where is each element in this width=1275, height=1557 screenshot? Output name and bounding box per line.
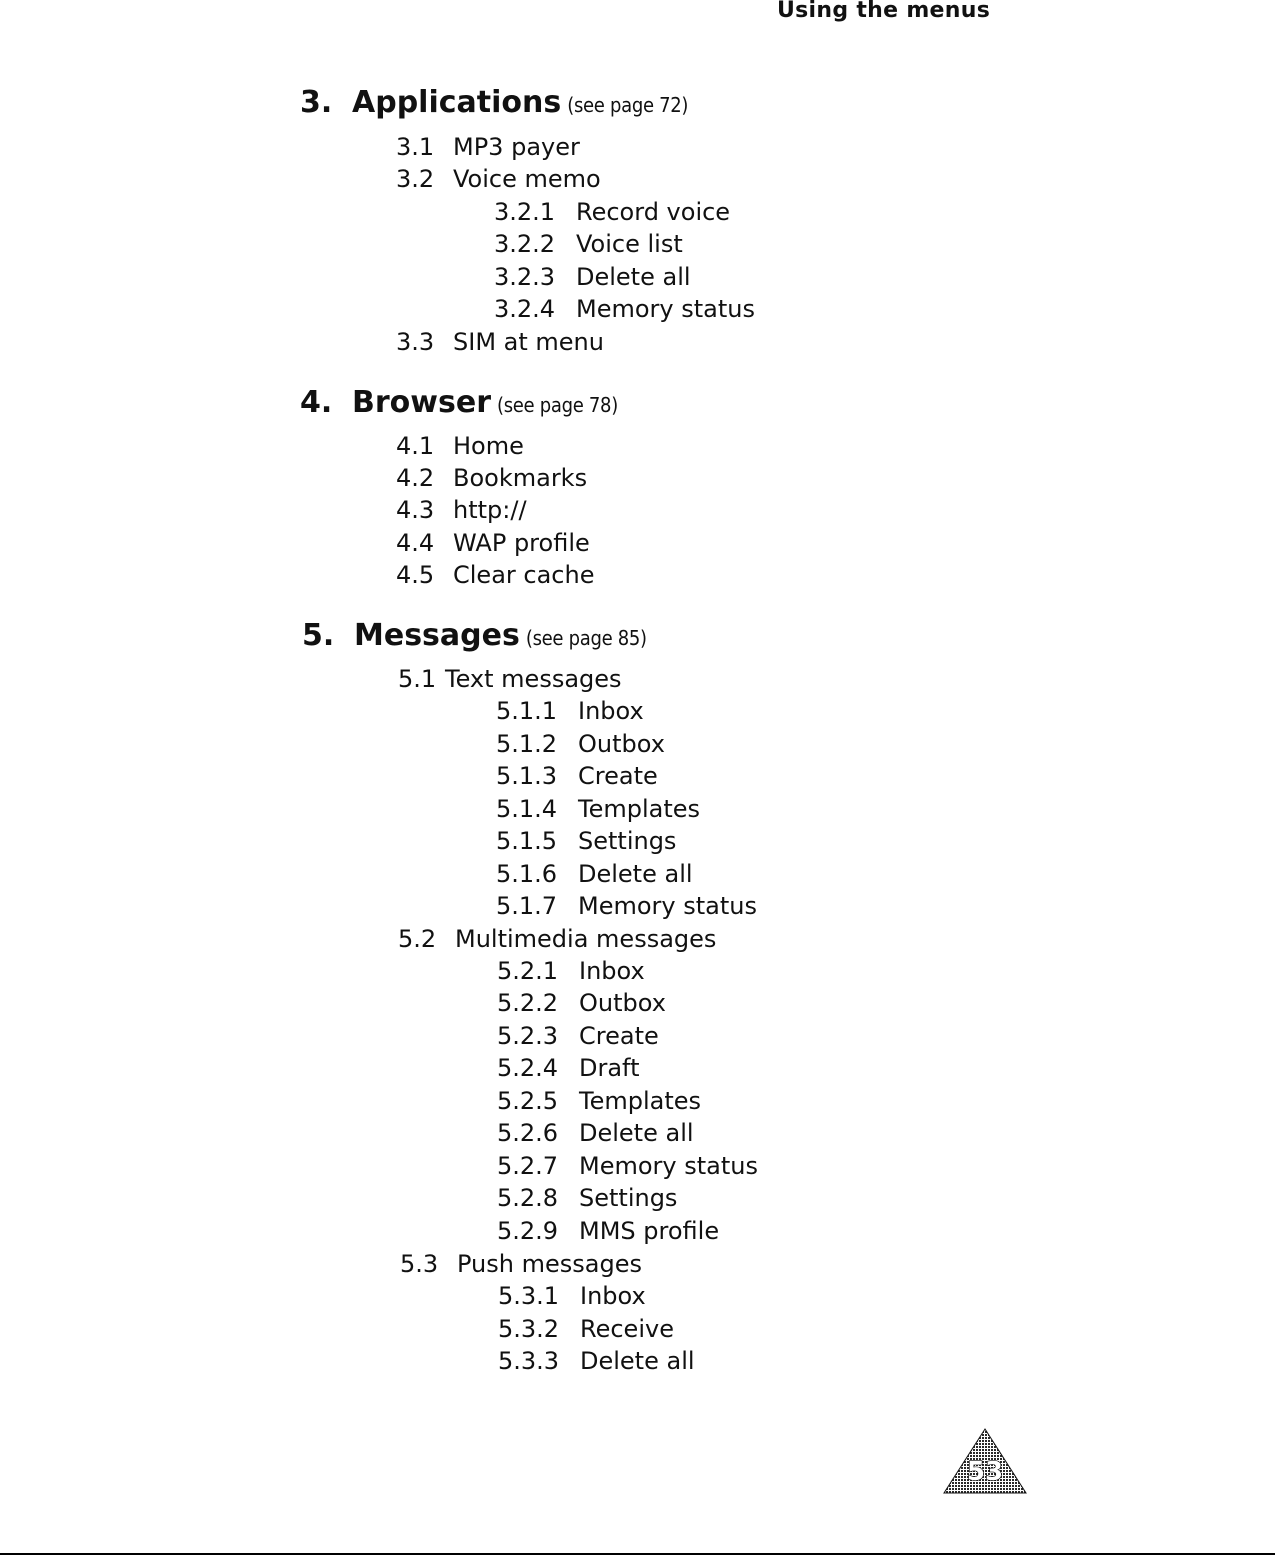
item-label: MP3 payer	[453, 133, 580, 161]
item-label: Push messages	[457, 1250, 642, 1278]
menu-item	[498, 1349, 695, 1373]
menu-item	[396, 498, 527, 522]
item-number: 5.1.2	[496, 730, 558, 758]
item-label: Clear cache	[453, 561, 595, 589]
menu-item	[396, 531, 590, 555]
section-heading-browser	[300, 385, 618, 420]
item-label: Inbox	[579, 957, 645, 985]
item-number: 5.1.6	[496, 860, 558, 888]
running-header: Using the menus	[777, 0, 991, 23]
bottom-rule	[0, 1553, 1275, 1555]
item-number: 5.1.3	[496, 762, 558, 790]
item-number: 5.2.7	[497, 1152, 559, 1180]
menu-item	[398, 927, 716, 951]
item-label: Text messages	[445, 665, 622, 693]
item-label: Settings	[578, 827, 677, 855]
menu-item	[396, 434, 524, 458]
item-label: Outbox	[579, 989, 666, 1017]
item-number: 5.2.1	[497, 957, 559, 985]
section-number: 4.	[300, 385, 333, 420]
page-reference: (see page 72)	[567, 93, 689, 117]
menu-item	[497, 1024, 659, 1048]
menu-item	[494, 265, 691, 289]
menu-item	[496, 764, 658, 788]
menu-item	[494, 297, 755, 321]
item-number: 3.2.1	[494, 198, 556, 226]
item-number: 5.2.3	[497, 1022, 559, 1050]
menu-item	[494, 200, 730, 224]
item-number: 4.3	[396, 496, 435, 524]
menu-item	[496, 732, 665, 756]
page-number-badge	[943, 1428, 1027, 1494]
menu-item	[497, 1186, 677, 1210]
page-reference: (see page 85)	[525, 626, 647, 650]
item-label: Settings	[579, 1184, 678, 1212]
item-number: 5.1	[398, 665, 437, 693]
menu-item	[496, 894, 757, 918]
item-label: Receive	[580, 1315, 674, 1343]
item-label: Multimedia messages	[455, 925, 717, 953]
item-number: 3.2.3	[494, 263, 556, 291]
menu-item	[396, 330, 604, 354]
menu-item	[396, 167, 601, 191]
item-label: MMS profile	[579, 1217, 720, 1245]
menu-item	[496, 699, 644, 723]
item-label: http://	[453, 496, 527, 524]
menu-item	[496, 862, 693, 886]
menu-item	[497, 1121, 694, 1145]
item-number: 4.5	[396, 561, 435, 589]
item-label: Memory status	[576, 295, 755, 323]
item-number: 5.2.5	[497, 1087, 559, 1115]
page-number: 53	[966, 1457, 1004, 1487]
item-number: 5.3.2	[498, 1315, 560, 1343]
menu-item	[400, 1252, 642, 1276]
item-number: 5.2.2	[497, 989, 559, 1017]
item-label: Inbox	[580, 1282, 646, 1310]
item-number: 5.1.5	[496, 827, 558, 855]
section-title: Browser	[352, 385, 491, 420]
item-label: SIM at menu	[453, 328, 604, 356]
item-label: Templates	[578, 795, 701, 823]
item-number: 5.1.1	[496, 697, 558, 725]
item-label: Inbox	[578, 697, 644, 725]
item-label: Outbox	[578, 730, 665, 758]
page-reference: (see page 78)	[496, 393, 618, 417]
item-label: Voice memo	[453, 165, 601, 193]
item-label: WAP profile	[453, 529, 590, 557]
menu-item	[494, 232, 683, 256]
menu-item	[497, 1219, 719, 1243]
item-label: Delete all	[576, 263, 691, 291]
item-number: 5.3.1	[498, 1282, 560, 1310]
menu-item	[396, 135, 580, 159]
item-label: Draft	[579, 1054, 640, 1082]
item-number: 5.1.4	[496, 795, 558, 823]
item-number: 3.3	[396, 328, 435, 356]
item-label: Delete all	[578, 860, 693, 888]
section-title: Messages	[354, 618, 520, 653]
section-number: 5.	[302, 618, 335, 653]
item-number: 5.3	[400, 1250, 439, 1278]
section-heading-messages	[302, 618, 647, 653]
item-label: Bookmarks	[453, 464, 588, 492]
item-number: 3.2.4	[494, 295, 556, 323]
menu-item	[497, 1154, 758, 1178]
item-label: Delete all	[579, 1119, 694, 1147]
item-number: 5.2.8	[497, 1184, 559, 1212]
menu-item	[398, 667, 622, 691]
item-label: Home	[453, 432, 524, 460]
menu-item	[497, 1056, 640, 1080]
menu-item	[396, 563, 594, 587]
menu-item	[396, 466, 587, 490]
section-heading-applications	[300, 85, 689, 120]
item-number: 5.2.4	[497, 1054, 559, 1082]
menu-item	[497, 991, 666, 1015]
item-number: 5.2.9	[497, 1217, 559, 1245]
item-label: Create	[578, 762, 658, 790]
menu-item	[496, 797, 700, 821]
menu-item	[497, 959, 645, 983]
menu-item	[496, 829, 676, 853]
item-label: Record voice	[576, 198, 731, 226]
item-label: Memory status	[578, 892, 757, 920]
item-label: Voice list	[576, 230, 683, 258]
item-label: Templates	[579, 1087, 702, 1115]
menu-item	[498, 1284, 646, 1308]
item-number: 3.2	[396, 165, 435, 193]
item-number: 3.2.2	[494, 230, 556, 258]
section-number: 3.	[300, 85, 333, 120]
item-number: 5.1.7	[496, 892, 558, 920]
item-number: 4.1	[396, 432, 435, 460]
item-number: 4.2	[396, 464, 435, 492]
item-number: 4.4	[396, 529, 435, 557]
menu-item	[498, 1317, 674, 1341]
item-label: Create	[579, 1022, 659, 1050]
item-number: 5.3.3	[498, 1347, 560, 1375]
item-label: Memory status	[579, 1152, 758, 1180]
menu-item	[497, 1089, 701, 1113]
item-number: 5.2.6	[497, 1119, 559, 1147]
item-label: Delete all	[580, 1347, 695, 1375]
item-number: 5.2	[398, 925, 437, 953]
item-number: 3.1	[396, 133, 435, 161]
section-title: Applications	[352, 85, 562, 120]
triangle-badge-icon	[943, 1428, 1027, 1494]
